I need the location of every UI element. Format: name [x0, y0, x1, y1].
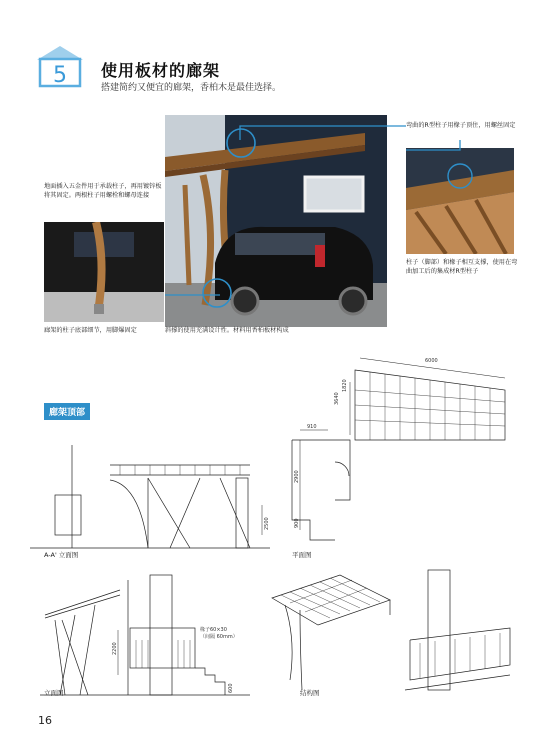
- caption-right-bottom: 柱子（脚部）和椽子相互支撑，使用在弯曲加工后的集成材R型柱子: [406, 259, 518, 275]
- rafter-note-2: （间隔 60mm）: [200, 634, 238, 640]
- dim-plan-bottom2: 900: [294, 518, 300, 528]
- caption-left-top: 地面插入五金件用于承载柱子，再用镀锌板将其固定。两根柱子用螺栓和螺母连接: [44, 183, 162, 199]
- dim-aa-height: 2500: [264, 517, 270, 530]
- label-aa-elevation: A-A' 立面图: [44, 551, 79, 559]
- label-front-elevation: 立面图: [44, 689, 64, 697]
- page-number: 16: [38, 714, 52, 727]
- rafter-note: 椽子60×30: [200, 627, 227, 633]
- dim-plan-depth: 3640: [334, 392, 340, 405]
- section-number: 5: [53, 63, 67, 88]
- caption-center-bottom: 斜撑的使用充满设计性。材料用香柏板材构成: [165, 327, 289, 334]
- caption-right-top: 弯曲的R型柱子用椽子顶住，用螺丝固定: [406, 122, 516, 129]
- dim-plan-width: 6000: [425, 358, 438, 364]
- caption-left-bottom: 廊架的柱子底部细节，用脚爆固定: [44, 327, 137, 334]
- page-title: 使用板材的廊架: [101, 61, 221, 80]
- dim-front-height: 2200: [112, 642, 118, 655]
- dim-plan-left: 910: [307, 424, 317, 430]
- dim-front-step: 600: [228, 683, 234, 693]
- section-label: 廊架顶部: [44, 403, 90, 420]
- label-structure: 结构图: [300, 689, 320, 697]
- dim-plan-depth2: 1820: [342, 379, 348, 392]
- label-plan: 平面图: [292, 551, 312, 559]
- page-subtitle: 搭建简约又便宜的廊架，香柏木是最佳选择。: [101, 83, 282, 93]
- dim-plan-bottom: 2900: [294, 470, 300, 483]
